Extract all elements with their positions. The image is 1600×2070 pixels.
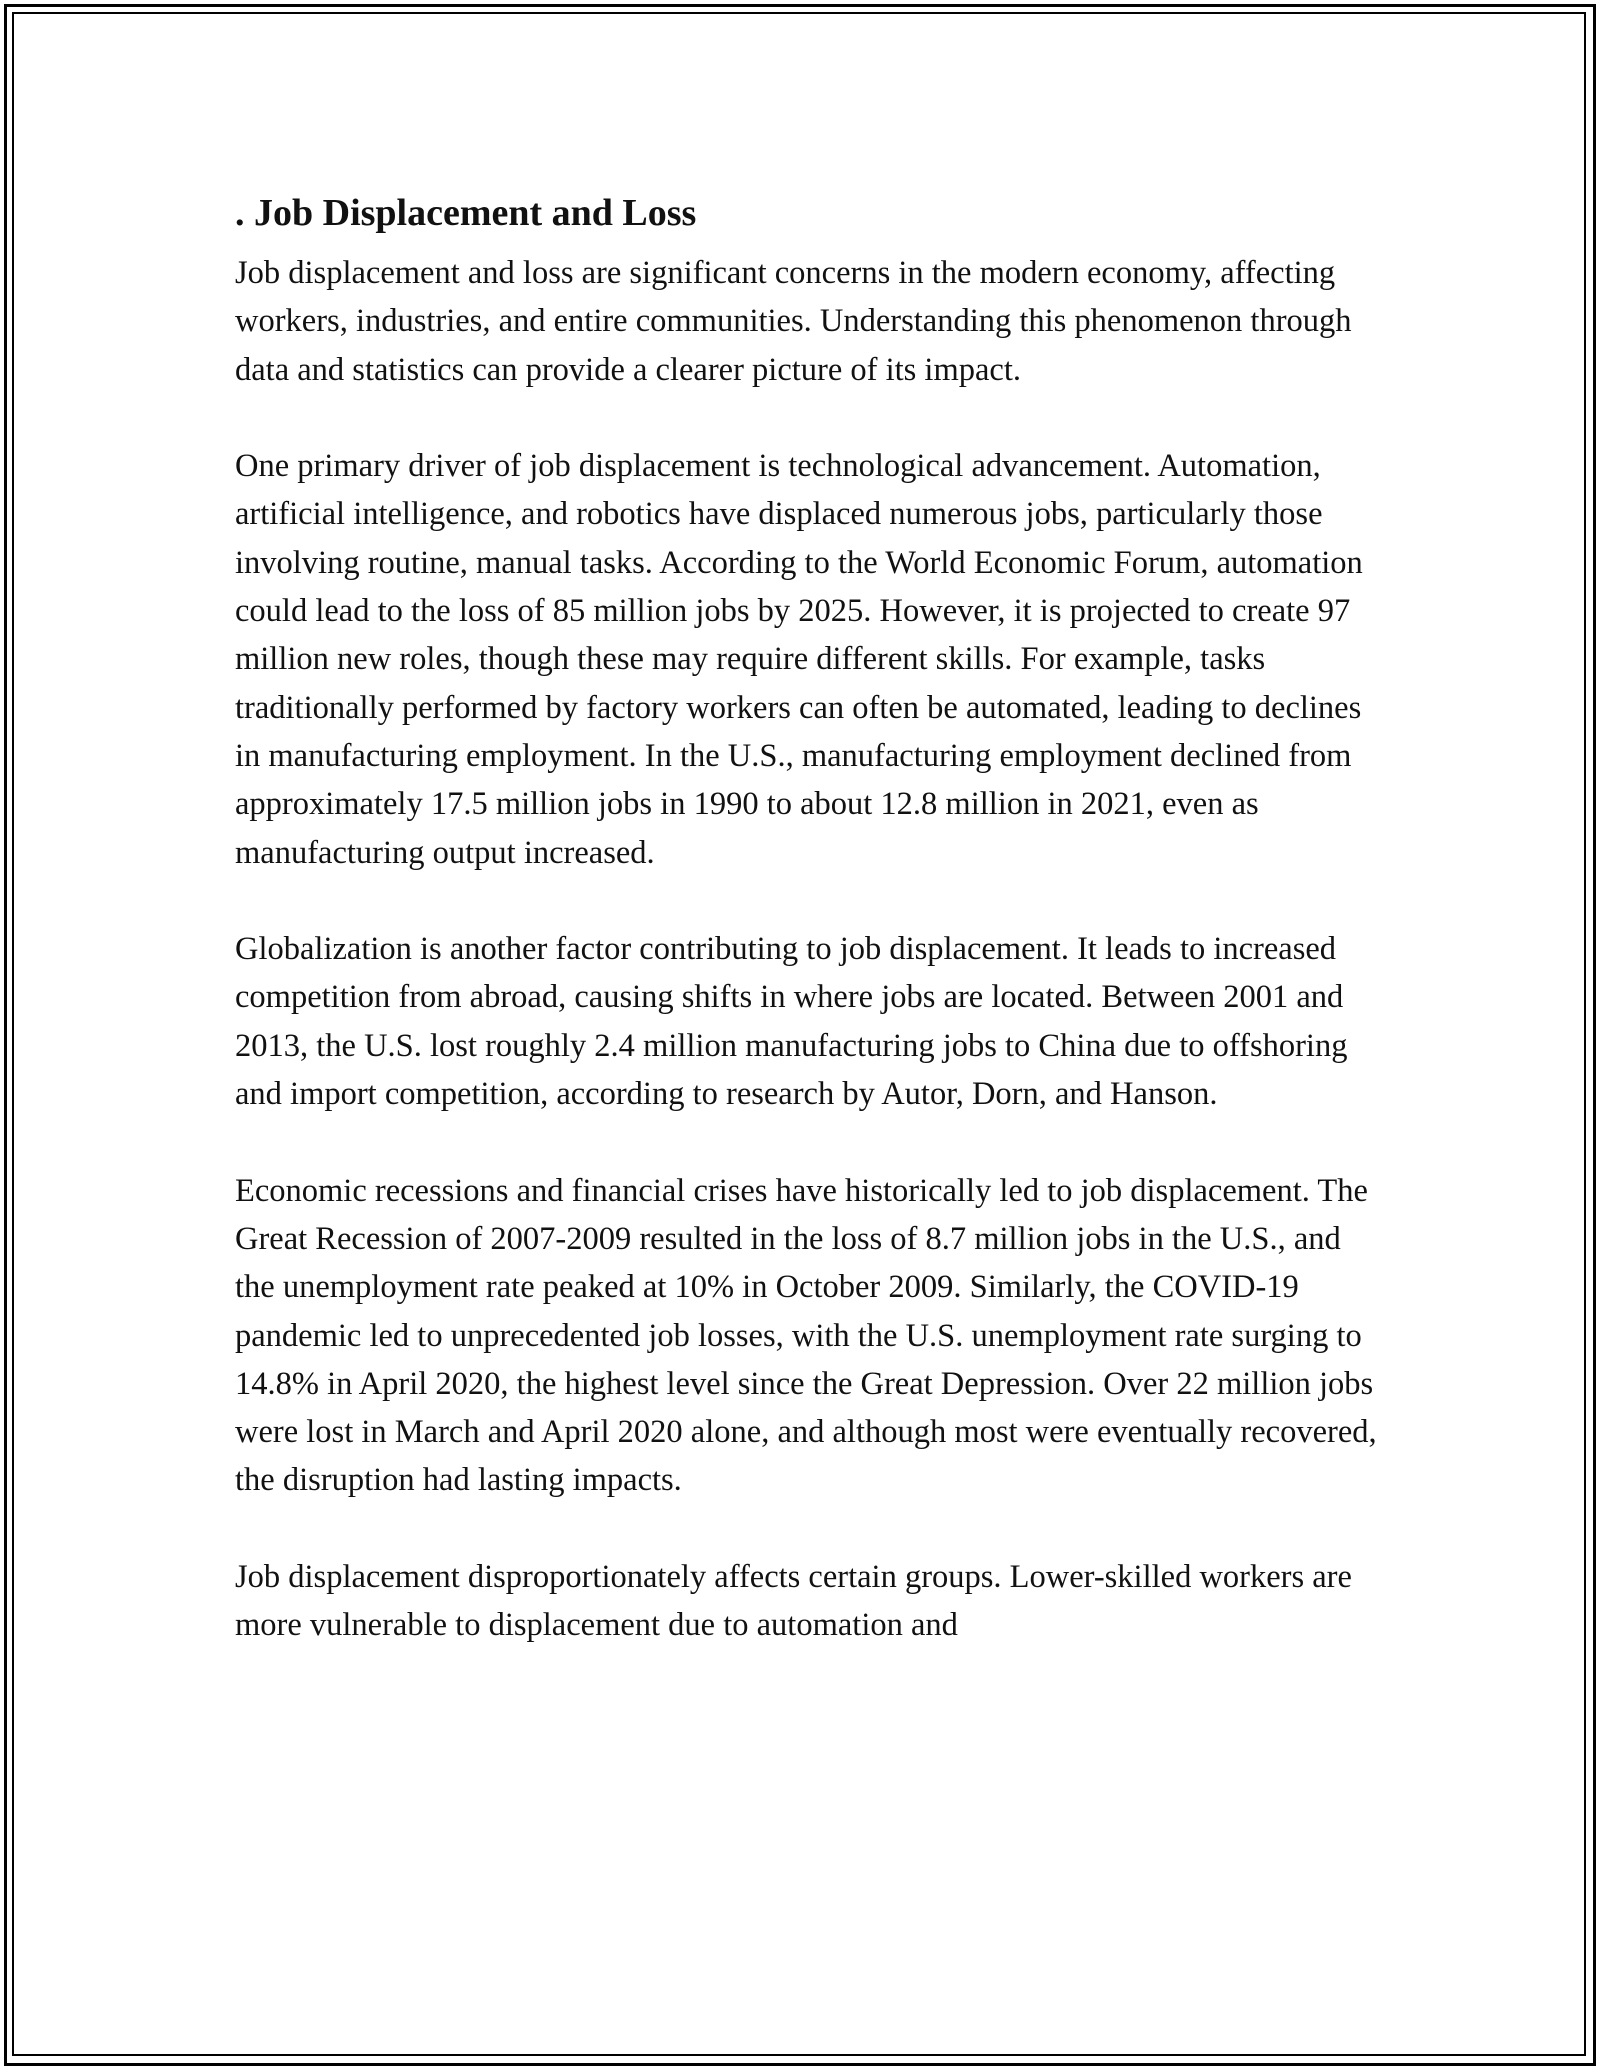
paragraph-technology: One primary driver of job displacement is technological advancement. Automation, artificial intelligence, and robotics have displaced numerous jobs, particularly those involving routine, manual tasks. According to the World Economic Forum, automation could lead to the loss of 85 million jobs by 2025. However, it is projected to create 97 million new roles, though these may require different skills. For example, tasks traditionally performed by factory workers can often be automated, leading to declines in manufacturing employment. In the U.S., manufacturing employment declined from approximately 17.5 million jobs in 1990 to about 12.8 million in 2021, even as manufacturing output increased.	[235, 448, 1363, 871]
paragraph-globalization: Globalization is another factor contributing to job displacement. It leads to increased competition from abroad, causing shifts in where jobs are located. Between 2001 and 2013, the U.S. lost roughly 2.4 million manufacturing jobs to China due to offshoring and import competition, according to research by Autor, Dorn, and Hanson.	[235, 931, 1348, 1113]
paragraph-recessions: Economic recessions and financial crises have historically led to job displacement. The Great Recession of 2007-2009 resulted in the loss of 8.7 million jobs in the U.S., and the unemployment rate peaked at 10% in October 2009. Similarly, the COVID-19 pandemic led to unprecedented job losses, with the U.S. unemployment rate surging to 14.8% in April 2020, the highest level since the Great Depression. Over 22 million jobs were lost in March and April 2020 alone, and although most were eventually recovered, the disruption had lasting impacts.	[235, 1172, 1377, 1499]
section-heading: . Job Displacement and Loss	[235, 192, 697, 234]
paragraph-intro: Job displacement and loss are significant concerns in the modern economy, affecting workers, industries, and entire communities. Understanding this phenomenon through data and statistics can provide a clearer picture of its impact.	[235, 255, 1352, 388]
paragraph-groups: Job displacement disproportionately affects certain groups. Lower-skilled workers are more vulnerable to displacement due to automation and	[235, 1559, 1352, 1644]
document-body	[235, 185, 1380, 1698]
